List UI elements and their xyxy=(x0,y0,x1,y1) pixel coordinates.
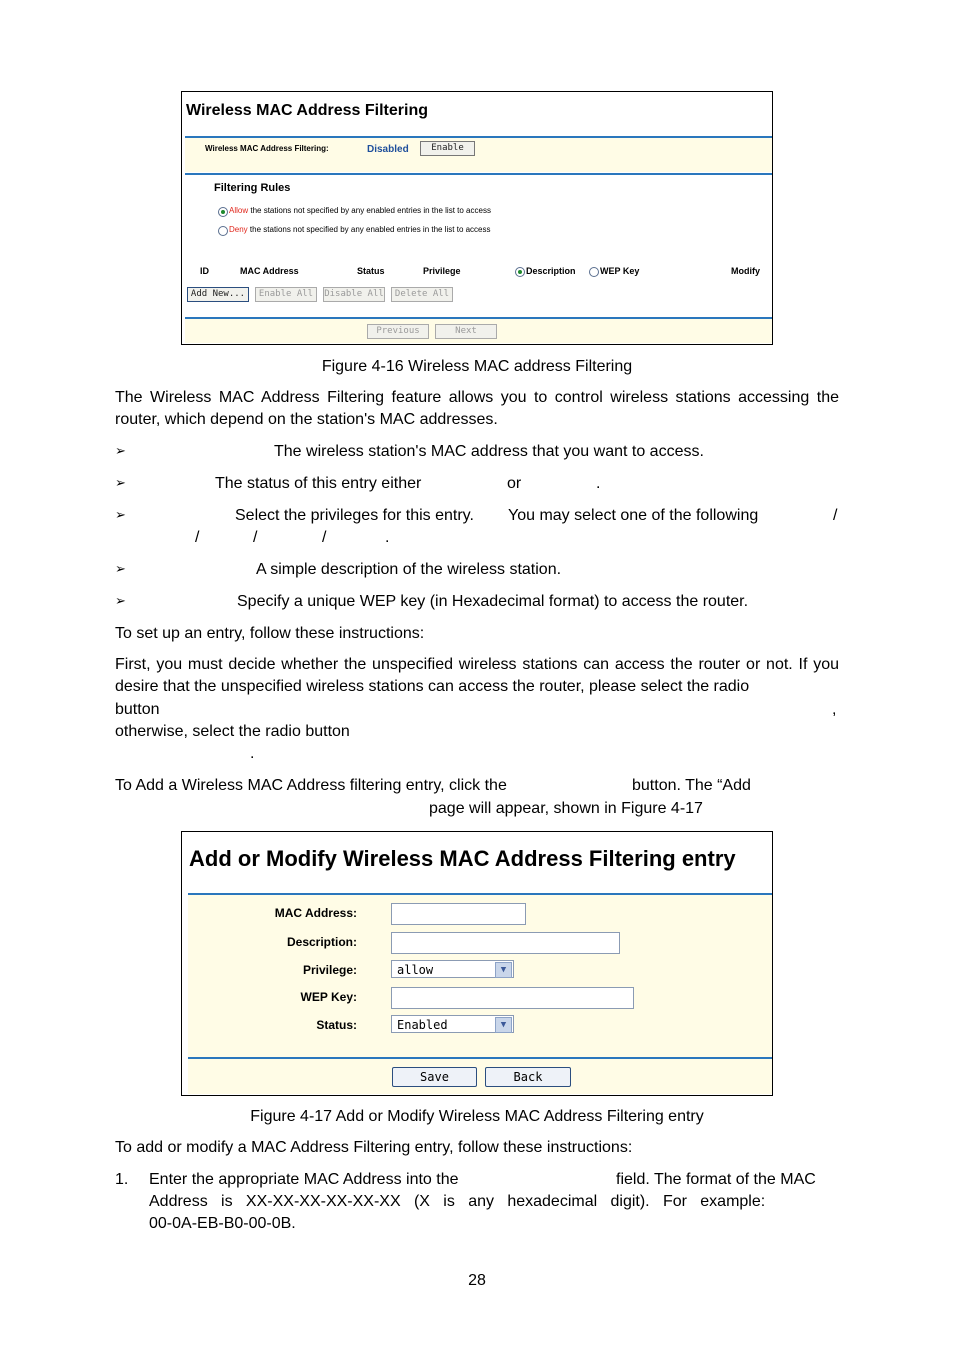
filtering-rules-title: Filtering Rules xyxy=(214,182,291,194)
privilege-value: allow xyxy=(397,963,434,977)
bullet-icon: ➢ xyxy=(115,475,126,490)
bullet-icon: ➢ xyxy=(115,593,126,608)
modify-intro: To add or modify a MAC Address Filtering entry, follow these instructions: xyxy=(115,1139,633,1156)
chevron-down-icon[interactable]: ▼ xyxy=(495,962,512,978)
save-button[interactable]: Save xyxy=(392,1067,477,1087)
disable-all-button[interactable]: Disable All xyxy=(323,287,385,302)
show-wep-radio[interactable] xyxy=(589,267,599,277)
add-new-button[interactable]: Add New... xyxy=(187,287,249,302)
chevron-down-icon[interactable]: ▼ xyxy=(495,1017,512,1033)
intro-paragraph: The Wireless MAC Address Filtering feature allows you to control wireless stations accessing the router, which depend on the station's MAC addresses. xyxy=(115,389,839,428)
next-button[interactable]: Next xyxy=(435,324,497,339)
previous-button[interactable]: Previous xyxy=(367,324,429,339)
status-label: Status: xyxy=(316,1018,357,1032)
privilege-label: Privilege: xyxy=(302,963,357,977)
bullet-status-text-c: . xyxy=(596,475,601,492)
bullet-description-text: A simple description of the wireless station. xyxy=(256,561,562,578)
allow-radio[interactable] xyxy=(218,207,228,217)
bullet-icon: ➢ xyxy=(115,443,126,458)
fig1-section-divider xyxy=(185,173,772,175)
col-modify: Modify xyxy=(731,266,760,276)
privilege-separator: / xyxy=(253,529,258,546)
col-mac-address: MAC Address xyxy=(240,266,299,276)
col-status: Status xyxy=(357,266,385,276)
status-select[interactable] xyxy=(391,1015,514,1033)
period: . xyxy=(250,745,255,762)
back-button[interactable]: Back xyxy=(485,1067,571,1087)
status-value: Enabled xyxy=(397,1018,448,1032)
button-word: button xyxy=(115,701,160,718)
figure-wireless-mac-filtering xyxy=(181,91,773,345)
fig2-title: Add or Modify Wireless MAC Address Filtering entry xyxy=(189,846,736,871)
bullet-mac-text: The wireless station's MAC address that you want to access. xyxy=(274,443,704,460)
col-wep-key: WEP Key xyxy=(600,266,640,276)
deny-word: Deny xyxy=(229,225,248,234)
figure-add-modify-entry xyxy=(181,831,773,1096)
step1-line3: 00-0A-EB-B0-00-0B. xyxy=(149,1215,296,1232)
filter-status-label: Wireless MAC Address Filtering: xyxy=(205,144,329,153)
bullet-status-text-a: The status of this entry either xyxy=(215,475,422,492)
description-label: Description: xyxy=(286,935,357,949)
fig1-title: Wireless MAC Address Filtering xyxy=(186,102,428,119)
add-entry-text-c: page will appear, shown in Figure 4-17 xyxy=(429,800,703,817)
setup-instructions: To set up an entry, follow these instructions: xyxy=(115,625,425,642)
bullet-privilege-text-b: You may select one of the following xyxy=(508,507,759,524)
show-description-radio[interactable] xyxy=(515,267,525,277)
bullet-icon: ➢ xyxy=(115,561,126,576)
filter-status-value: Disabled xyxy=(367,144,409,155)
fig2-button-panel xyxy=(188,1059,772,1094)
allow-rule-desc: the stations not specified by any enabled entries in the list to access xyxy=(250,206,491,215)
col-id: ID xyxy=(200,266,209,276)
privilege-separator: / xyxy=(322,529,327,546)
deny-rule-desc: the stations not specified by any enabled entries in the list to access xyxy=(249,225,491,234)
comma: , xyxy=(832,701,837,718)
enable-all-button[interactable]: Enable All xyxy=(255,287,317,302)
privilege-end: . xyxy=(385,529,390,546)
allow-word: Allow xyxy=(229,206,249,215)
col-description: Description xyxy=(526,266,576,276)
bullet-wep-text: Specify a unique WEP key (in Hexadecimal format) to access the router. xyxy=(237,593,749,610)
step1-line2: Address is XX-XX-XX-XX-XX-XX (X is any hexadecimal digit). For example: xyxy=(149,1193,766,1210)
col-privilege: Privilege xyxy=(423,266,461,276)
step1-text-b: field. The format of the MAC xyxy=(616,1171,816,1188)
add-entry-text-a: To Add a Wireless MAC Address filtering entry, click the xyxy=(115,777,507,794)
step1-number: 1. xyxy=(115,1171,129,1188)
figure2-caption: Figure 4-17 Add or Modify Wireless MAC Address Filtering entry xyxy=(250,1108,704,1125)
description-input[interactable] xyxy=(391,932,620,954)
step1-text-a: Enter the appropriate MAC Address into the xyxy=(149,1171,459,1188)
add-entry-text-b: button. The “Add xyxy=(632,777,751,794)
mac-address-label: MAC Address: xyxy=(274,906,357,920)
rule-allow-text xyxy=(229,206,491,215)
wep-key-label: WEP Key: xyxy=(300,990,357,1004)
delete-all-button[interactable]: Delete All xyxy=(391,287,453,302)
deny-radio[interactable] xyxy=(218,226,228,236)
bullet-privilege-text-a: Select the privileges for this entry. xyxy=(235,507,474,524)
enable-button[interactable]: Enable xyxy=(420,141,475,156)
otherwise-text: otherwise, select the radio button xyxy=(115,723,350,740)
first-paragraph: First, you must decide whether the unspecified wireless stations can access the router or not. If you desire that the unspecified wireless stations can access the router, please select the radio xyxy=(115,656,839,695)
figure1-caption: Figure 4-16 Wireless MAC address Filtering xyxy=(321,358,633,375)
bullet-icon: ➢ xyxy=(115,507,126,522)
page-number: 28 xyxy=(468,1272,486,1289)
privilege-select[interactable] xyxy=(391,960,514,978)
rule-deny-text xyxy=(229,225,491,234)
privilege-separator: / xyxy=(833,507,838,524)
bullet-status-text-b: or xyxy=(507,475,522,492)
wep-key-input[interactable] xyxy=(391,987,634,1009)
mac-address-input[interactable] xyxy=(391,903,526,925)
privilege-separator: / xyxy=(195,529,200,546)
